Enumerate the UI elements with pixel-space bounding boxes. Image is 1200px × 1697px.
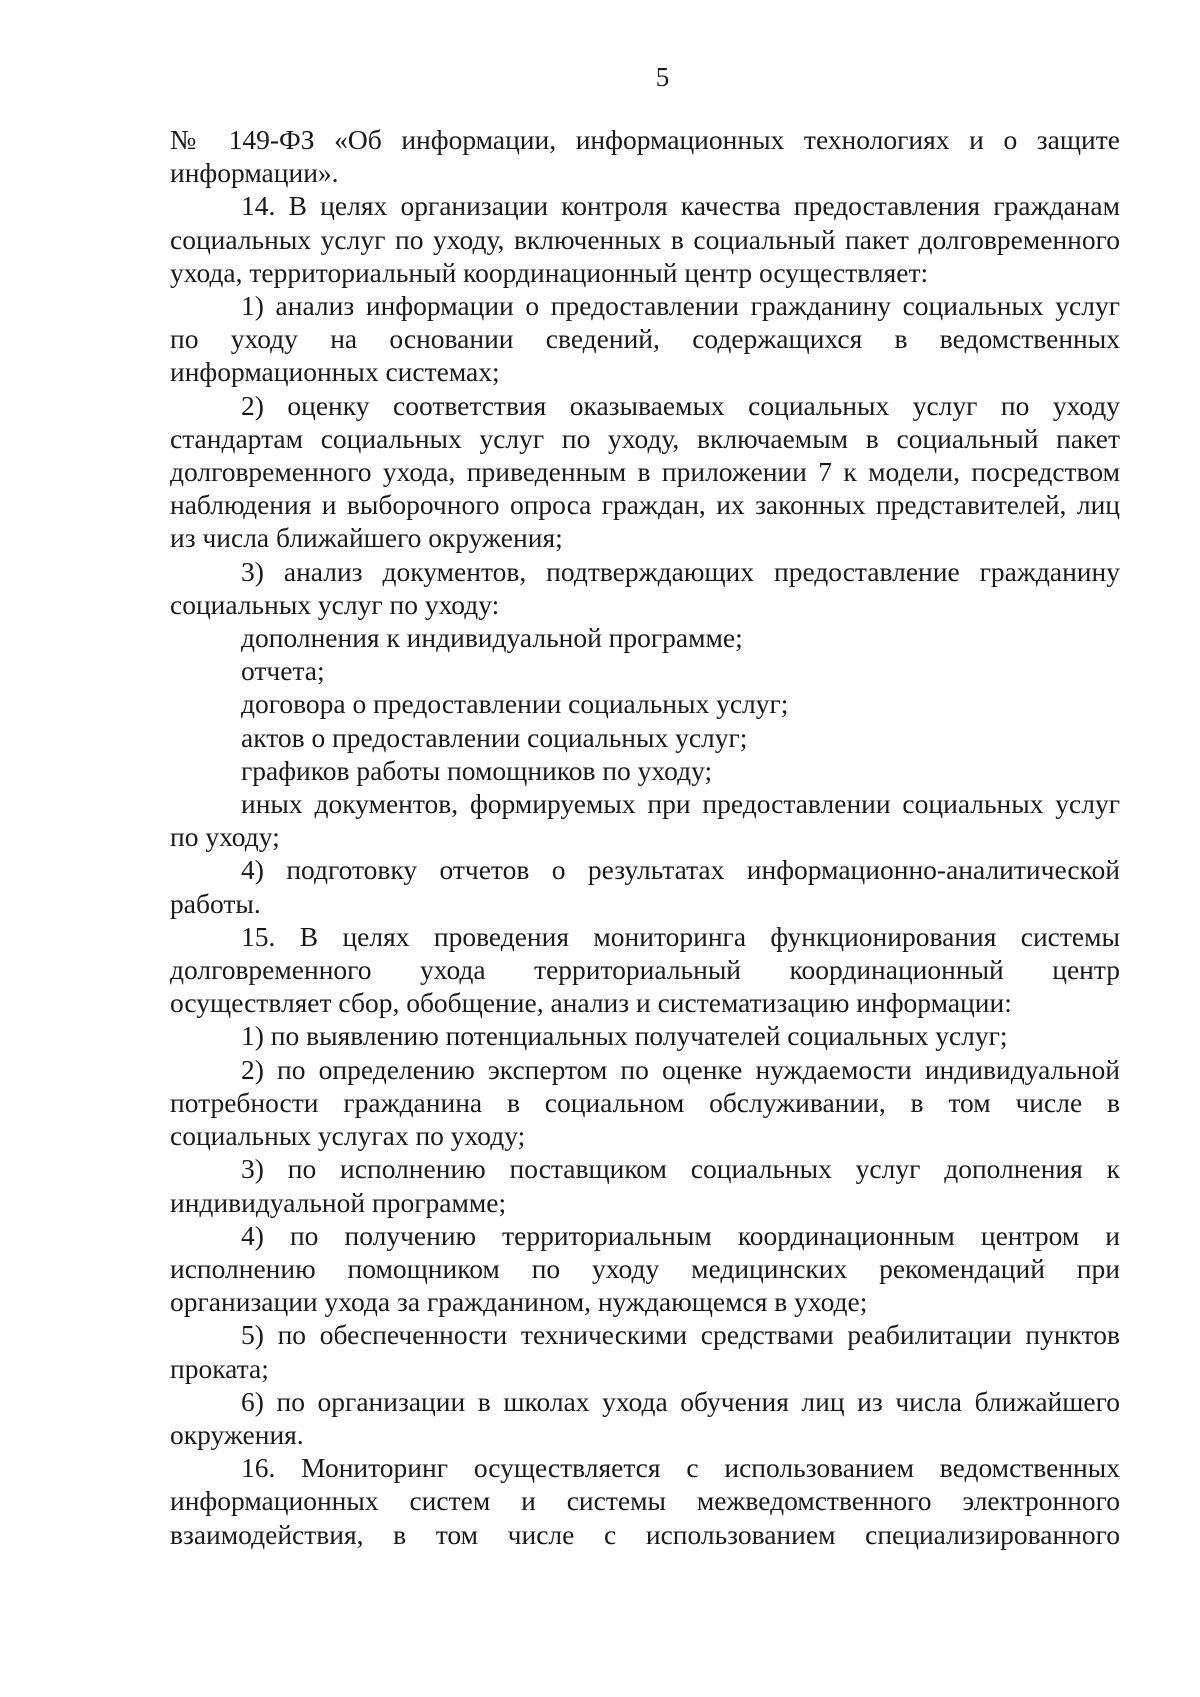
paragraph-14-item-1: 1) анализ информации о предоставлении гражданину социальных услуг по уходу на основании сведений, содержащихся в ведомственных информационных системах; — [170, 290, 1120, 388]
document-list-item: договора о предоставлении социальных услуг; — [241, 688, 789, 720]
paragraph-15-item-2: 2) по определению экспертом по оценке нуждаемости индивидуальной потребности гражданина в социальном обслуживании, в том числе в социальных услугах по уходу; — [170, 1053, 1120, 1152]
page-number: 5 — [655, 62, 670, 92]
paragraph-15-item-1: 1) по выявлению потенциальных получателей социальных услуг; — [241, 1020, 1008, 1052]
document-list-item: иных документов, формируемых при предоставлении социальных услуг по уходу; — [170, 788, 1120, 853]
paragraph-15-item-4: 4) по получению территориальным координационным центром и исполнению помощником по уходу медицинских рекомендаций при организации ухода за гражданином, нуждающемся в уходе; — [170, 1219, 1120, 1318]
document-list-item: дополнения к индивидуальной программе; — [241, 622, 743, 654]
paragraph-law-reference: № 149-ФЗ «Об информации, информационных технологиях и о защите информации». — [170, 124, 1120, 189]
paragraph-14-item-4: 4) подготовку отчетов о результатах информационно-аналитической работы. — [170, 854, 1120, 919]
document-list-item: графиков работы помощников по уходу; — [241, 754, 713, 786]
paragraph-16: 16. Мониторинг осуществляется с использованием ведомственных информационных систем и системы межведомственного электронного взаимодействия, в том числе с использованием специализированного — [170, 1452, 1120, 1550]
document-list-item: актов о предоставлении социальных услуг; — [241, 721, 748, 753]
paragraph-15-item-6: 6) по организации в школах ухода обучения лиц из числа ближайшего окружения. — [170, 1385, 1120, 1450]
document-list-item: отчета; — [241, 655, 325, 687]
paragraph-15: 15. В целях проведения мониторинга функционирования системы долговременного ухода территориальный координационный центр осуществляет сбор, обобщение, анализ и систематизацию информации: — [170, 920, 1120, 1019]
paragraph-14-item-3: 3) анализ документов, подтверждающих предоставление гражданину социальных услуг по уходу: — [170, 555, 1120, 620]
document-body — [170, 123, 1120, 1551]
paragraph-15-item-5: 5) по обеспеченности техническими средствами реабилитации пунктов проката; — [170, 1319, 1120, 1384]
paragraph-14-item-2: 2) оценку соответствия оказываемых социальных услуг по уходу стандартам социальных услуг по уходу, включаемым в социальный пакет долговременного ухода, приведенным в приложении 7 к модели, посредством наблюдения и выборочного опроса граждан, их законных представителей, лиц из числа ближайшего окружения; — [170, 389, 1120, 554]
paragraph-15-item-3: 3) по исполнению поставщиком социальных услуг дополнения к индивидуальной программе; — [170, 1153, 1120, 1218]
paragraph-14: 14. В целях организации контроля качества предоставления гражданам социальных услуг по уходу, включенных в социальный пакет долговременного ухода, территориальный координационный центр осуществляет: — [170, 190, 1120, 288]
